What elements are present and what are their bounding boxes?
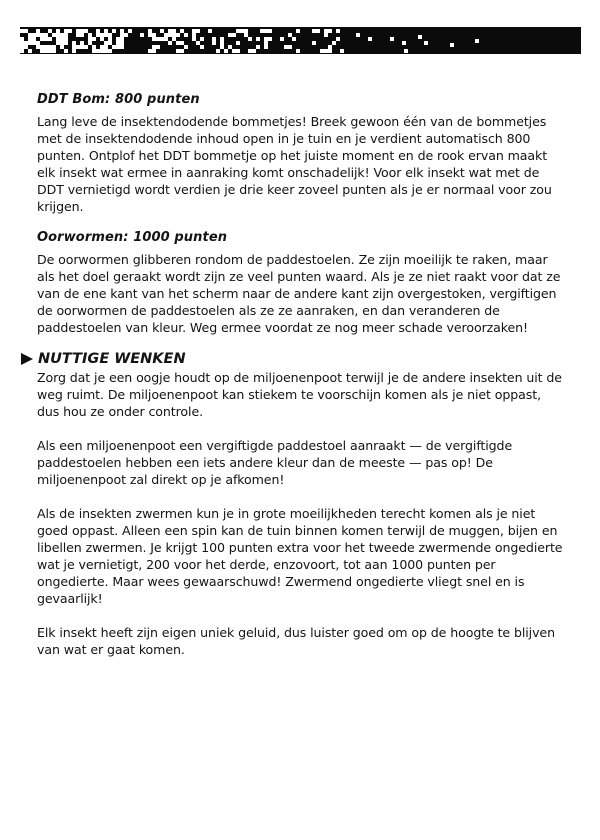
triangle-right-icon [20,352,34,366]
section-ddt-bomb [37,92,567,215]
document-content [37,92,567,675]
tip-paragraph: Elk insekt heeft zijn eigen uniek geluid, dus luister goed om op de hoogte te blijven van wat er gaat komen. [37,625,555,657]
pixel-pattern-decoration [20,27,581,54]
tip-paragraph: Zorg dat je een oogje houdt op de miljoenenpoot terwijl je de andere insekten uit de weg ruimt. De miljoenenpoot kan stiekem te voorschijn komen als je niet oppast, dus hou ze onder controle. [37,370,562,419]
section-body: De oorwormen glibberen rondom de paddestoelen. Ze zijn moeilijk te raken, maar als het doel geraakt wordt zijn ze veel punten waard. Als je ze niet raakt voor dat ze van de ene kant van het scherm naar de andere kant zijn overgestoken, vergiftigen de oorwormen de paddestoelen als ze ze aanraken, en dan veranderen de paddestoelen van kleur. Weg ermee voordat ze nog meer schade veroorzaken! [37,252,561,335]
tips-heading-row [20,351,567,367]
section-body: Lang leve de insektendodende bommetjes! Breek gewoon één van de bommetjes met de insektendodende inhoud open in je tuin en je verdient automatisch 800 punten. Ontplof het DDT bommetje op het juiste moment en de rook ervan maakt elk insekt wat ermee in aanraking komt onschadelijk! Voor elk insekt wat met de DDT vernietigd wordt verdien je drie keer zoveel punten als je er normaal voor zou krijgen. [37,114,552,214]
section-heading: DDT Bom: 800 punten [37,92,200,107]
tip-paragraph: Als een miljoenenpoot een vergiftigde paddestoel aanraakt — de vergiftigde paddestoelen hebben een iets andere kleur dan de meeste — pas op! De miljoenenpoot zal direkt op je afkomen! [37,438,513,487]
pixel-header-banner [20,27,581,54]
tips-title: NUTTIGE WENKEN [38,351,186,367]
section-heading: Oorwormen: 1000 punten [37,230,228,245]
section-earwigs [37,230,567,336]
tip-paragraph: Als de insekten zwermen kun je in grote moeilijkheden terecht komen als je niet goed oppast. Alleen een spin kan de tuin binnen komen terwijl de muggen, bijen en libellen zwermen. Je krijgt 100 punten extra voor het tweede zwermende ongedierte wat je vernietigt, 200 voor het derde, enzovoort, tot aan 1000 punten per ongedierte. Maar wees gewaarschuwd! Zwermend ongedierte vliegt snel en is gevaarlijk! [37,506,563,606]
